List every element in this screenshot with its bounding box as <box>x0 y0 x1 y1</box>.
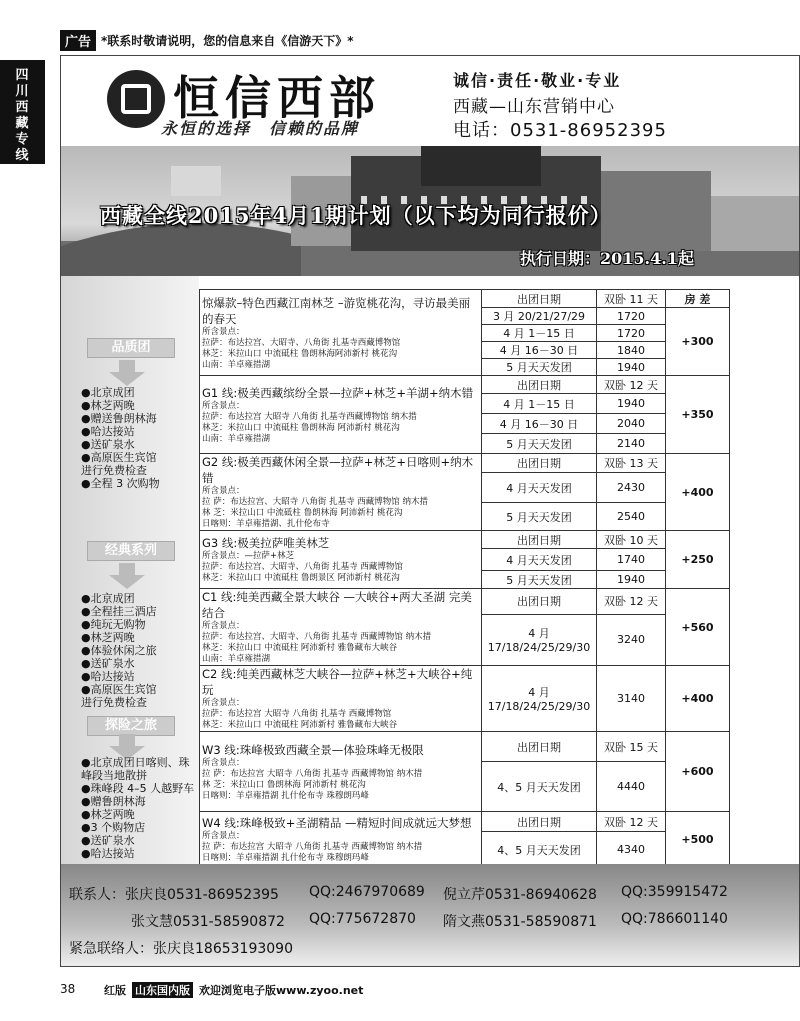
feature-item: ●送矿泉水 <box>81 834 135 847</box>
feature-item: ●林芝两晚 <box>81 808 135 821</box>
route-price-table <box>199 289 730 868</box>
brand-slogan: 永恒的选择 信赖的品牌 <box>161 119 360 138</box>
departure-date: 4 月 16－30 日 <box>482 342 597 359</box>
arrow-down-icon <box>107 563 147 589</box>
emergency-contact: 紧急联络人：张庆良18653193090 <box>69 941 293 957</box>
feature-item: ●哈达接站 <box>81 670 135 683</box>
route-title: C1 线:纯美西藏全景大峡谷 —大峡谷+两大圣湖 完美结合 <box>202 590 472 620</box>
section-tab-char: 西 <box>15 100 29 115</box>
column-header-price: 双卧 15 天 <box>597 732 666 762</box>
contact-person: 联系人：张庆良0531-86952395 <box>69 887 279 903</box>
price-value: 1940 <box>597 394 666 414</box>
route-sights <box>202 758 479 802</box>
price-value: 4440 <box>597 762 666 812</box>
price-value: 1720 <box>597 308 666 325</box>
room-diff: +400 <box>666 454 730 531</box>
room-diff: +500 <box>666 812 730 868</box>
contact-qq: QQ:786601140 <box>621 911 728 927</box>
feature-item: ●赠送鲁朗林海 <box>81 412 157 425</box>
route-cell <box>200 812 482 868</box>
feature-item: ●赠鲁朗林海 <box>81 795 146 808</box>
route-sight-line: 所含景点： <box>202 757 245 768</box>
feature-item: ●北京成团 <box>81 592 135 605</box>
route-sight-line: 林 芝：米拉山口 中流砥柱 鲁朗林海 阿沛新村 桃花沟 <box>202 508 403 518</box>
departure-date: 4、5 月天天发团 <box>482 832 597 868</box>
column-header-price: 双卧 12 天 <box>597 812 666 832</box>
route-sight-line: 所含景点： <box>202 400 245 411</box>
route-title: G2 线:极美西藏休闲全景—拉萨+林芝+日喀则+纳木错 <box>202 455 474 485</box>
route-title: 惊爆款–特色西藏江南林芝 –游览桃花沟，寻访最美丽的春天 <box>202 295 471 326</box>
ad-note: *联系时敬请说明，您的信息来自《信游天下》* <box>101 33 354 48</box>
company-phone: 电话：0531-86952395 <box>453 120 667 141</box>
departure-date: 5 月天天发团 <box>482 503 597 531</box>
route-sight-line: 林芝：米拉山口 中流砥柱 鲁朗景区 阿沛新村 桃花沟 <box>202 573 400 583</box>
route-cell <box>200 531 482 589</box>
room-diff: +350 <box>666 376 730 454</box>
price-value: 2430 <box>597 473 666 503</box>
marketing-center: 西藏—山东营销中心 <box>453 97 615 117</box>
website-link[interactable]: 欢迎浏览电子版www.zyoo.net <box>199 984 364 997</box>
route-sight-line: 所含景点： <box>202 831 245 841</box>
price-value: 2040 <box>597 414 666 434</box>
company-logo-icon <box>107 70 165 128</box>
feature-item: ●纯玩无购物 <box>81 618 146 631</box>
route-sights <box>202 621 479 665</box>
route-sight-line: 日喀则：羊卓雍措湖、扎什伦布寺 <box>202 519 330 529</box>
contact-block <box>61 864 799 966</box>
left-feature-column <box>61 276 199 864</box>
departure-date: 3 月 20/21/27/29 <box>482 308 597 325</box>
price-value: 1940 <box>597 571 666 589</box>
column-header-date: 出团日期 <box>482 732 597 762</box>
column-header-price: 双卧 10 天 <box>597 531 666 549</box>
adventure-tour-features <box>81 756 217 860</box>
route-sights <box>202 551 479 584</box>
feature-item: 进行免费检查 <box>81 696 147 709</box>
column-header-price: 双卧 11 天 <box>597 290 666 308</box>
feature-item: ●全程挂三酒店 <box>81 605 157 618</box>
route-sight-line: 所含景点： <box>202 698 245 708</box>
route-sight-line: 山南：羊卓雍措湖 <box>202 654 271 664</box>
route-title: C2 线:纯美西藏林芝大峡谷—拉萨+林芝+大峡谷+纯玩 <box>202 667 473 697</box>
departure-date: 4 月天天发团 <box>482 549 597 571</box>
price-value: 1720 <box>597 325 666 342</box>
feature-item: ●珠峰段 4–5 人越野车 <box>81 782 195 795</box>
price-value: 3240 <box>597 614 666 665</box>
feature-item: ●林芝两晚 <box>81 631 135 644</box>
section-tab-char: 四 <box>15 68 29 83</box>
route-sight-line: 林芝：米拉山口 中流砥柱 阿沛新村 雅鲁藏布大峡谷 <box>202 720 398 730</box>
route-sights <box>202 698 479 731</box>
departure-date: 5 月天天发团 <box>482 434 597 454</box>
departure-date: 5 月天天发团 <box>482 359 597 376</box>
route-sight-line: 所含景点：—拉萨+林芝 <box>202 551 295 561</box>
route-sight-line: 拉萨：布达拉宫、大昭寺、八角街 扎基寺西藏博物馆 <box>202 337 401 348</box>
edition-label: 红版 <box>104 984 126 997</box>
contact-person: 张文慧0531-58590872 <box>131 914 285 930</box>
price-value: 4340 <box>597 832 666 868</box>
route-cell <box>200 454 482 531</box>
feature-item: ●哈达接站 <box>81 847 135 860</box>
route-sight-line: 拉 萨：布达拉宫 大昭寺 八角街 扎基寺 西藏博物馆 纳木措 <box>202 842 423 852</box>
route-cell <box>200 732 482 812</box>
route-sights <box>202 327 479 371</box>
column-header-room-diff: 房 差 <box>666 290 730 308</box>
route-sights <box>202 486 479 530</box>
divider <box>44 60 45 164</box>
contact-qq: QQ:775672870 <box>309 911 416 927</box>
departure-date: 4 月 16－30 日 <box>482 414 597 434</box>
route-title: G1 线:极美西藏缤纷全景—拉萨+林芝+羊湖+纳木错 <box>202 385 474 400</box>
section-tab <box>0 60 44 164</box>
route-sight-line: 拉萨：布达拉宫、大昭寺、八角街 扎基寺 西藏博物馆 <box>202 562 403 572</box>
column-header-date: 出团日期 <box>482 290 597 308</box>
route-sight-line: 日喀则：羊卓雍措湖 扎什伦布寺 珠穆朗玛峰 <box>202 790 369 801</box>
column-header-price: 双卧 12 天 <box>597 589 666 615</box>
route-sight-line: 林 芝：米拉山口 鲁朗林海 阿沛新村 桃花沟 <box>202 779 366 790</box>
room-diff: +250 <box>666 531 730 589</box>
section-tab-char: 藏 <box>15 116 29 131</box>
departure-date: 4 月 1－15 日 <box>482 325 597 342</box>
feature-item: ●北京成团日喀则、珠 <box>81 756 190 769</box>
section-tab-char: 川 <box>15 84 29 99</box>
column-header-price: 双卧 13 天 <box>597 454 666 473</box>
route-sight-line: 山南：羊卓雍措湖 <box>202 433 271 444</box>
section-tab-char: 线 <box>15 148 29 163</box>
route-sights <box>202 401 479 445</box>
feature-item: ●送矿泉水 <box>81 438 135 451</box>
route-sight-line: 拉萨：布达拉宫 大昭寺 八角街 扎基寺 西藏博物馆 <box>202 709 392 719</box>
price-value: 2140 <box>597 434 666 454</box>
feature-item: ●林芝两晚 <box>81 399 135 412</box>
route-sight-line: 拉萨：布达拉宫、大昭寺、八角街 扎基寺 西藏博物馆 纳木措 <box>202 632 432 642</box>
feature-item: ●高原医生宾馆 <box>81 451 157 464</box>
section-tab-char: 专 <box>15 132 29 147</box>
room-diff: +300 <box>666 308 730 376</box>
room-diff: +400 <box>666 666 730 732</box>
feature-item: ●体验休闲之旅 <box>81 644 157 657</box>
contact-person: 倪立芹0531-86940628 <box>443 887 597 903</box>
route-title: W4 线:珠峰极致+圣湖精品 —精短时间成就远大梦想 <box>202 816 472 830</box>
route-title: W3 线:珠峰极致西藏全景—体验珠峰无极限 <box>202 742 424 757</box>
column-header-price: 双卧 12 天 <box>597 376 666 394</box>
adventure-tour-tag: 探险之旅 <box>87 716 175 736</box>
room-diff: +560 <box>666 589 730 666</box>
quality-tour-tag: 品质团 <box>87 338 175 358</box>
feature-item: ●送矿泉水 <box>81 657 135 670</box>
brand-name: 恒信西部 <box>173 71 381 125</box>
route-sights <box>202 831 479 864</box>
route-sight-line: 所含景点： <box>202 486 245 496</box>
ad-notice-bar <box>60 30 800 50</box>
route-cell <box>200 666 482 732</box>
feature-item: ●全程 3 次购物 <box>81 477 160 490</box>
route-cell <box>200 589 482 666</box>
ad-label: 广告 <box>60 30 96 51</box>
page-number: 38 <box>60 982 76 996</box>
route-sight-line: 林芝：米拉山口 中流砥柱 阿沛新村 雅鲁藏布大峡谷 <box>202 643 398 653</box>
contact-person: 隋文燕0531-58590871 <box>443 914 597 930</box>
feature-item: ●3 个购物店 <box>81 821 146 834</box>
company-header <box>61 56 799 146</box>
page-footer <box>104 982 363 998</box>
contact-qq: QQ:359915472 <box>621 884 728 900</box>
route-sight-line: 林芝：米拉山口 中流砥柱 鲁朗林海阿沛新村 桃花沟 <box>202 348 398 359</box>
departure-date: 4 月 1－15 日 <box>482 394 597 414</box>
route-sight-line: 拉 萨：布达拉宫 大昭寺 八角街 扎基寺 西藏博物馆 纳木措 <box>202 768 423 779</box>
price-value: 2540 <box>597 503 666 531</box>
route-cell <box>200 290 482 376</box>
route-title: G3 线:极美拉萨唯美林芝 <box>202 536 330 550</box>
edition-name: 山东国内版 <box>132 982 193 998</box>
route-sight-line: 拉 萨：布达拉宫、大昭寺 八角街 扎基寺 西藏博物馆 纳木措 <box>202 497 429 507</box>
quality-tour-features <box>81 386 217 490</box>
column-header-date: 出团日期 <box>482 812 597 832</box>
feature-item: 进行免费检查 <box>81 464 147 477</box>
arrow-down-icon <box>107 360 147 386</box>
route-cell <box>200 376 482 454</box>
route-sight-line: 所含景点： <box>202 326 245 337</box>
departure-date: 4、5 月天天发团 <box>482 762 597 812</box>
classic-series-features <box>81 592 217 709</box>
price-value: 1740 <box>597 549 666 571</box>
column-header-date: 出团日期 <box>482 531 597 549</box>
column-header-date: 出团日期 <box>482 376 597 394</box>
departure-date: 5 月天天发团 <box>482 571 597 589</box>
column-header-date: 出团日期 <box>482 589 597 615</box>
route-sight-line: 林芝：米拉山口 中流砥柱 鲁朗林海 阿沛新村 桃花沟 <box>202 422 400 433</box>
company-values: 诚信·责任·敬业·专业 <box>453 71 622 90</box>
route-sight-line: 山南：羊卓雍措湖 <box>202 359 271 370</box>
route-sight-line: 拉萨：布达拉宫 大昭寺 八角街 扎基寺西藏博物馆 纳木措 <box>202 411 417 422</box>
price-value: 1840 <box>597 342 666 359</box>
room-diff: +600 <box>666 732 730 812</box>
departure-date: 4 月天天发团 <box>482 473 597 503</box>
feature-item: 峰段当地散拼 <box>81 769 147 782</box>
departure-date: 4 月 17/18/24/25/29/30 <box>482 614 597 665</box>
effective-date: 执行日期：2015.4.1起 <box>520 249 694 268</box>
route-sight-line: 所含景点： <box>202 621 245 631</box>
price-value: 3140 <box>597 666 666 732</box>
column-header-date: 出团日期 <box>482 454 597 473</box>
classic-series-tag: 经典系列 <box>87 541 175 561</box>
contact-qq: QQ:2467970689 <box>309 884 425 900</box>
feature-item: ●哈达接站 <box>81 425 135 438</box>
price-value: 1940 <box>597 359 666 376</box>
route-sight-line: 日喀则：羊卓雍措湖 扎什伦布寺 珠穆朗玛峰 <box>202 853 369 863</box>
departure-date: 4 月 17/18/24/25/29/30 <box>482 666 597 732</box>
feature-item: ●北京成团 <box>81 386 135 399</box>
plan-title: 西藏全线2015年4月1期计划（以下均为同行报价） <box>100 203 612 228</box>
feature-item: ●高原医生宾馆 <box>81 683 157 696</box>
